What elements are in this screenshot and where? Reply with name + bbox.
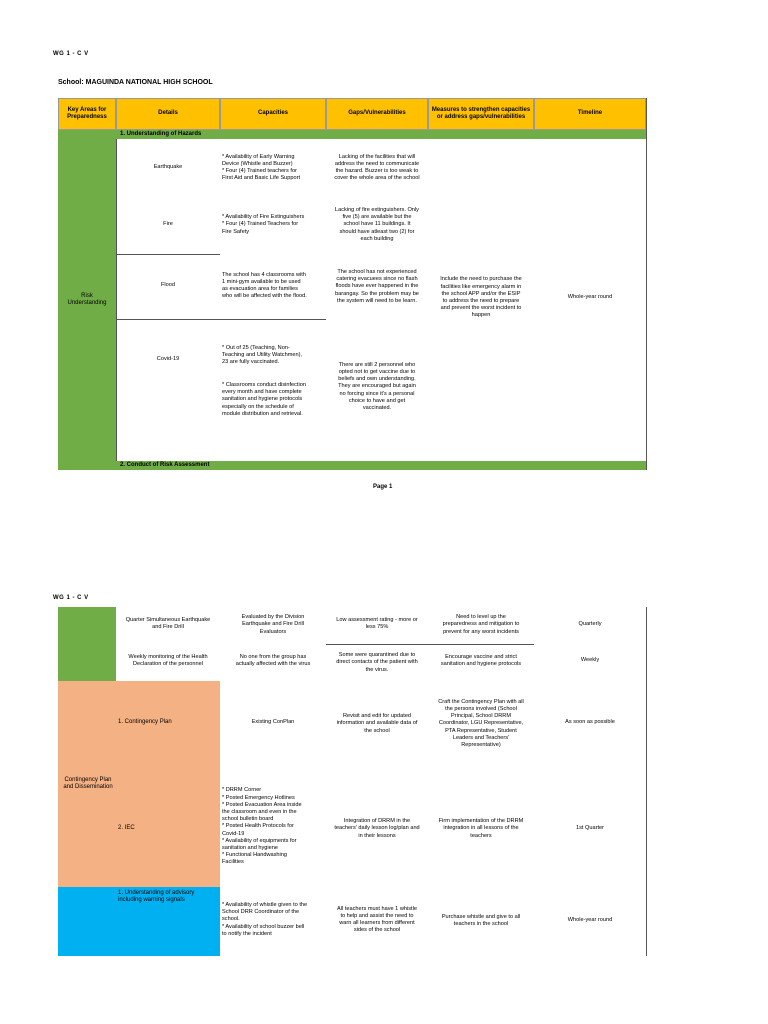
measures-risk-understanding: Include the need to purchase the facilities like emergency alarm in the school APP and/or the ESIP to address the need to prepare and prevent the worst incident to happen	[440, 276, 522, 319]
measures-drill: Need to level up the preparedness and mitigation to prevent for any worst incidents	[442, 614, 520, 635]
detail-covid: Covid-19	[156, 356, 180, 363]
gaps-drill: Low assessment rating - more or less 75%	[336, 616, 418, 630]
gaps-health-monitoring: Some were quarantined due to direct contacts of the patient with the virus.	[336, 652, 418, 673]
measures-contingency-plan: Craft the Contingency Plan with all the persons involved (School Principal, School DRRM Coordinator, LGU Representative, PTA Representative, Student Leaders and Teachers' Representative)	[438, 698, 524, 748]
gaps-flood: The school has not experienced catering evacuees since no flash floods have ever happened in the barangay. So the problem may be the system will need to be learn.	[335, 268, 419, 304]
capacities-iec: * DRRM Corner * Posted Emergency Hotlines * Posted Evacuation Area inside the classroom and even in the school bulletin board * Posted Health Protocols for Covid-19 * Availability of equipments for sanitation and hygiene * Functional Handwashing Facilities	[222, 787, 302, 866]
gaps-covid: There are still 2 personnel who opted not to get vaccine due to beliefs and own understanding. They are encouraged but again no forcing since it's a personal choice to have and get vaccinated.	[338, 361, 416, 411]
header-timeline: Timeline	[534, 98, 646, 130]
timeline-drill: Quarterly	[578, 621, 602, 628]
detail-iec: 2. IEC	[118, 825, 135, 832]
capacities-earthquake: * Availability of Early Warning Device (Whistle and Buzzer) * Four (4) Trained teachers for First Aid and Basic Life Support	[222, 153, 301, 182]
capacities-advisory: * Availability of whistle given to the School DRR Coordinator of the school. * Availability of school buzzer bell to notify the incident	[222, 901, 308, 937]
capacities-covid-vaccination: * Out of 25 (Teaching, Non- Teaching and Utility Watchmen), 23 are fully vaccinated.	[222, 345, 303, 366]
gaps-earthquake: Lacking of the facilities that will address the need to communicate the hazard. Buzzer is too weak to cover the whole area of the school	[334, 153, 420, 182]
section-risk-assessment: 2. Conduct of Risk Assessment	[116, 461, 646, 470]
header-measures: Measures to strengthen capacities or address gaps/vulnerabilities	[428, 98, 534, 130]
key-area-risk-understanding: Risk Understanding	[58, 130, 116, 470]
capacities-flood: The school has 4 classrooms with 1 mini-gym available to be used as evacuation area for families who will be affected with the flood.	[222, 271, 307, 300]
gaps-fire: Lacking of fire extinguishers. Only five (5) are available but the school have 11 buildings. It should have atleast two (2) for each building	[335, 206, 419, 242]
section-understanding-hazards: 1. Understanding of Hazards	[116, 130, 646, 139]
detail-fire: Fire	[163, 221, 173, 228]
detail-health-monitoring: Weekly monitoring of the Health Declaration of the personnel	[128, 653, 208, 667]
header-gaps: Gaps/Vulnerabilities	[326, 98, 428, 130]
detail-contingency-plan: 1. Contingency Plan	[118, 719, 172, 726]
detail-advisory: 1. Understanding of advisory including warning signals	[118, 890, 195, 904]
detail-earthquake: Earthquake	[153, 164, 183, 171]
capacities-contingency-plan: Existing ConPlan	[251, 719, 295, 726]
capacities-health-monitoring: No one from the group has actually affected with the virus	[235, 653, 311, 667]
detail-flood: Flood	[161, 282, 175, 289]
sheet-label-2: WG 1 - C V	[53, 595, 89, 601]
gaps-advisory: All teachers must have 1 whistle to help and assist the need to warn all learners from different sides of the school	[337, 905, 417, 934]
capacities-covid-protocols: * Classrooms conduct disinfection every month and have complete sanitation and hygiene protocols especially on the schedule of module distribution and retrieval.	[222, 382, 306, 417]
school-name: School: MAGUINDA NATIONAL HIGH SCHOOL	[58, 79, 213, 86]
capacities-drill: Evaluated by the Division Earthquake and Fire Drill Evaluators	[241, 614, 305, 635]
key-area-risk-understanding-cont	[58, 607, 116, 681]
header-key-areas: Key Areas for Preparedness	[58, 98, 116, 130]
capacities-fire: * Availability of Fire Extinguishers * Four (4) Trained Teachers for Fire Safety	[222, 214, 305, 235]
timeline-contingency-plan: As soon as possible	[565, 719, 615, 726]
timeline-advisory: Whole-year round	[567, 917, 613, 924]
timeline-risk-understanding: Whole-year round	[567, 294, 613, 301]
timeline-health-monitoring: Weekly	[580, 657, 600, 664]
measures-iec: Firm implementation of the DRRM integration in all lessons of the teachers	[438, 818, 524, 839]
header-details: Details	[116, 98, 220, 130]
detail-drill: Quarter Simultaneous Earthquake and Fire Drill	[125, 616, 211, 630]
key-area-contingency: Contingency Plan and Dissemination	[63, 776, 113, 790]
page-number: Page 1	[373, 484, 393, 490]
gaps-contingency-plan: Revisit and edit for updated information and available data of the school	[336, 713, 418, 734]
header-capacities: Capacities	[220, 98, 326, 130]
measures-advisory: Purchase whistle and give to all teachers in the school	[441, 913, 521, 927]
timeline-iec: 1st Quarter	[576, 825, 604, 832]
gaps-iec: Integration of DRRM in the teachers' daily lesson log/plan and in their lessons	[334, 818, 420, 839]
sheet-label: WG 1 - C V	[53, 51, 89, 57]
measures-health-monitoring: Encourage vaccine and strict sanitation and hygiene protocols	[440, 653, 522, 667]
